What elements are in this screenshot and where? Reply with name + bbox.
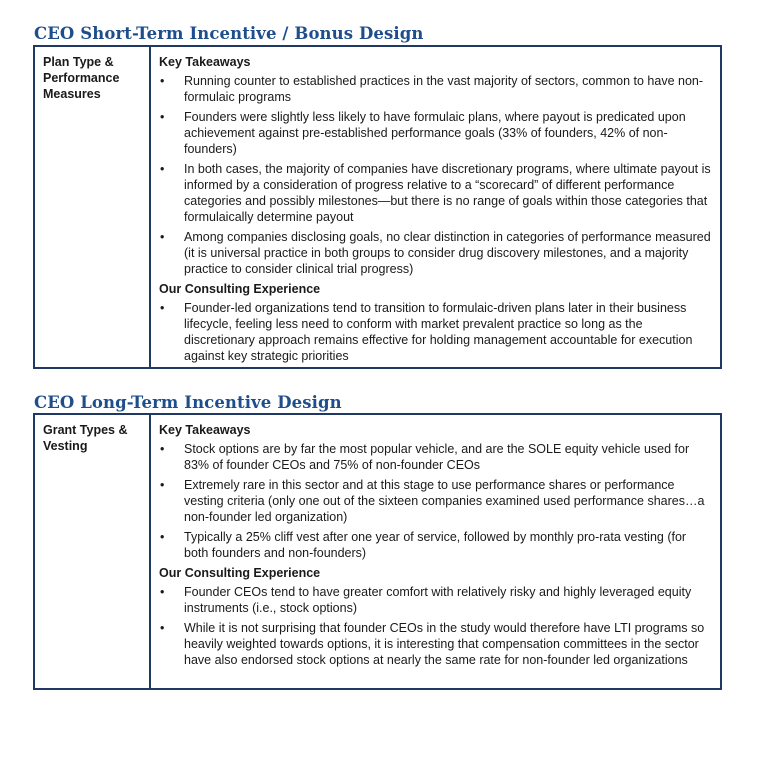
list-item: • Stock options are by far the most popular vehicle, and are the SOLE equity vehicle used for 83% of founder CEOs and 75% of non-founder CEOs: [159, 441, 712, 473]
row-label: Grant Types & Vesting: [35, 415, 151, 688]
lti-table: [33, 413, 722, 690]
key-takeaways-list: [159, 73, 712, 277]
list-item: • Extremely rare in this sector and at this stage to use performance shares or performance vesting criteria (only one out of the sixteen companies examined used performance shares…a non-founder led organization): [159, 477, 712, 525]
list-item: • Running counter to established practices in the vast majority of sectors, common to have non-formulaic programs: [159, 73, 712, 105]
key-takeaways-heading: Key Takeaways: [159, 423, 251, 437]
consulting-experience-list: [159, 300, 712, 364]
row-label: Plan Type & Performance Measures: [35, 47, 151, 367]
row-content: [151, 47, 720, 367]
list-item: • Among companies disclosing goals, no clear distinction in categories of performance measured (it is universal practice in both groups to consider drug discovery milestones, and a majority practice to consider clinical trial progress): [159, 229, 712, 277]
list-item: • While it is not surprising that founder CEOs in the study would therefore have LTI programs so heavily weighted towards options, it is interesting that compensation committees in the sector have also endorsed stock options at nearly the same rate for non-founder led organizations: [159, 620, 712, 668]
list-item: • Typically a 25% cliff vest after one year of service, followed by monthly pro-rata vesting (for both founders and non-founders): [159, 529, 712, 561]
list-item: • In both cases, the majority of companies have discretionary programs, where ultimate payout is informed by a consideration of progress relative to a “scorecard” of different performance categories and possibly milestones—but there is no range of goals within those categories that formulaically determine payout: [159, 161, 712, 225]
section-title: CEO Short-Term Incentive / Bonus Design: [34, 24, 424, 43]
list-item: • Founder CEOs tend to have greater comfort with relatively risky and highly leveraged equity instruments (i.e., stock options): [159, 584, 712, 616]
stip-table: [33, 45, 722, 369]
key-takeaways-heading: Key Takeaways: [159, 55, 251, 69]
consulting-experience-list: [159, 584, 712, 668]
section-title: CEO Long-Term Incentive Design: [34, 393, 342, 412]
list-item: • Founder-led organizations tend to transition to formulaic-driven plans later in their business lifecycle, feeling less need to conform with market prevalent practice so long as the discretionary approach remains effective for holding management accountable for execution against key strategic priorities: [159, 300, 712, 364]
list-item: • Founders were slightly less likely to have formulaic plans, where payout is predicated upon achievement against pre-established performance goals (33% of founders, 42% of non-founders): [159, 109, 712, 157]
key-takeaways-list: [159, 441, 712, 561]
consulting-experience-heading: Our Consulting Experience: [159, 566, 321, 580]
row-content: [151, 415, 720, 688]
consulting-experience-heading: Our Consulting Experience: [159, 282, 321, 296]
